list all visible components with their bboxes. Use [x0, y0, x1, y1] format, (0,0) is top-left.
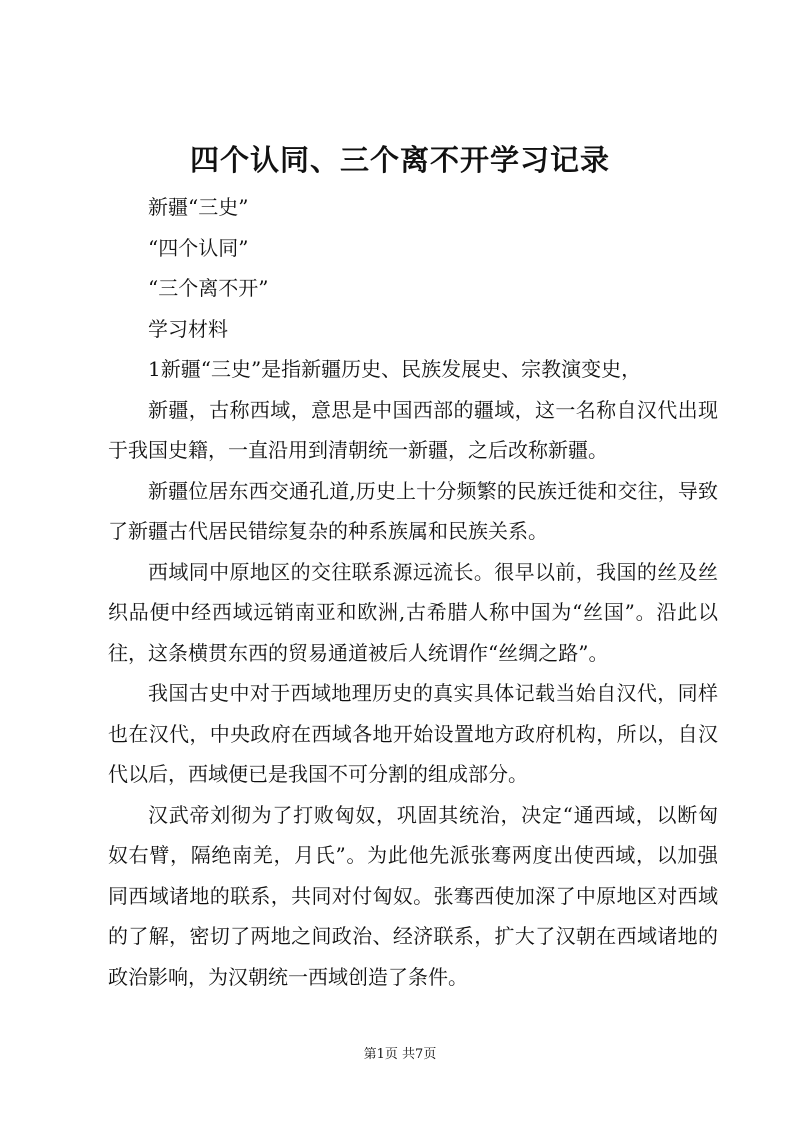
paragraph-xinjiang-name: 新疆，古称西域，意思是中国西部的疆域，这一名称自汉代出现于我国史籍，一直沿用到清朝统一新疆，之后改称新疆。: [108, 397, 718, 462]
paragraph-zhang-qian: 汉武帝刘彻为了打败匈奴，巩固其统治，决定“通西域，以断匈奴右臂，隔绝南羌，月氏”。为此他先派张骞两度出使西域，以加强同西域诸地的联系，共同对付匈奴。张骞西使加深了中原地区对西域的了解，密切了两地之间政治、经济联系，扩大了汉朝在西域诸地的政治影响，为汉朝统一西域创造了条件。: [108, 802, 718, 989]
paragraph-han-dynasty-records: 我国古史中对于西域地理历史的真实具体记载当始自汉代，同样也在汉代，中央政府在西域各地开始设置地方政府机构，所以，自汉代以后，西域便已是我国不可分割的组成部分。: [108, 681, 718, 786]
page-number-footer: 第1页 共7页: [363, 1047, 437, 1062]
paragraph-silk-road: 西域同中原地区的交往联系源远流长。很早以前，我国的丝及丝织品便中经西域远销南亚和欧洲,古希腊人称中国为“丝国”。沿此以往，这条横贯东西的贸易通道被后人统谓作“丝绸之路”。: [108, 559, 718, 665]
document-body: [108, 187, 718, 997]
heading-line-san-shi: 新疆“三史”: [148, 195, 249, 219]
document-title: 四个认同、三个离不开学习记录: [189, 143, 610, 177]
heading-line-san-ge-libukai: “三个离不开”: [148, 276, 269, 300]
heading-line-study-material: 学习材料: [148, 316, 228, 341]
paragraph-ethnic-migration: 新疆位居东西交通孔道,历史上十分频繁的民族迁徙和交往，导致了新疆古代居民错综复杂的种系族属和民族关系。: [108, 478, 718, 543]
heading-line-si-ge-rentong: “四个认同”: [148, 235, 249, 260]
paragraph-san-shi-definition: 1新疆“三史”是指新疆历史、民族发展史、宗教演变史，: [148, 357, 642, 381]
